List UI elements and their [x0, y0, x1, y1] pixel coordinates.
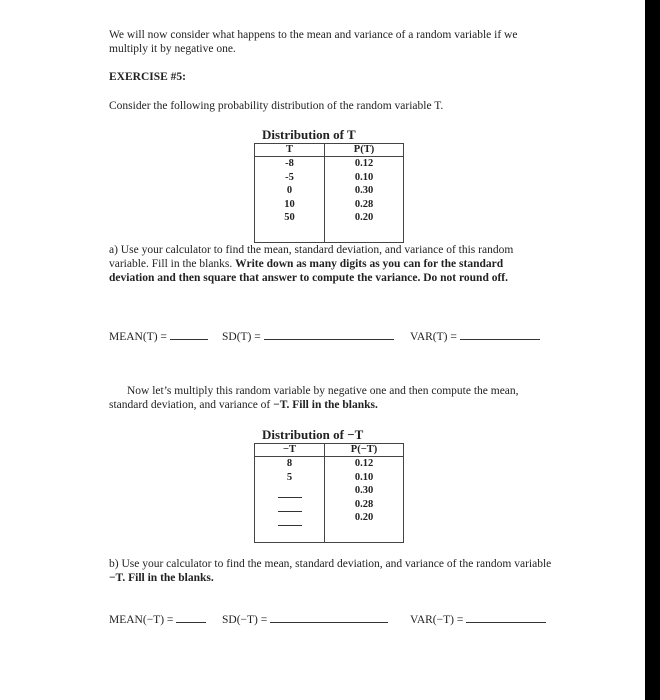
table1-t-column: [255, 157, 325, 243]
table2-header-t: −T: [255, 444, 325, 457]
var-t-blank[interactable]: [460, 329, 540, 340]
table2-p-cell: 0.20: [354, 512, 374, 523]
table1-t-cell: -8: [285, 158, 294, 169]
mean-t-label: MEAN(T) =: [109, 331, 167, 343]
part-b-normal: b) Use your calculator to find the mean, standard deviation, and variance of the random variable: [109, 558, 552, 570]
part-b-text: [109, 557, 559, 585]
negation-normal: Now let’s multiply this random variable by negative one and then compute the mean, standard deviation, and variance of: [109, 385, 519, 411]
table1-header-t: T: [255, 144, 325, 157]
table2-t-blank[interactable]: [278, 497, 302, 498]
table1-t-cell: -5: [285, 171, 294, 183]
sd-neg-t-label: SD(−T) =: [222, 614, 268, 626]
table2-header-pt: P(−T): [325, 444, 404, 457]
table2-p-cell: 0.10: [354, 471, 374, 483]
var-t-row: [410, 329, 540, 343]
table2-p-cell: 0.30: [354, 485, 374, 496]
table1-t-cell: 0: [286, 185, 293, 196]
mean-neg-t-blank[interactable]: [176, 612, 206, 623]
table2-p-column: [325, 457, 404, 543]
var-neg-t-row: [410, 612, 546, 626]
mean-t-blank[interactable]: [170, 329, 208, 340]
consider-text: Consider the following probability distribution of the random variable T.: [109, 100, 444, 112]
var-neg-t-blank[interactable]: [466, 612, 546, 623]
table1-p-cell: 0.28: [354, 198, 374, 210]
answer-row-t: [109, 329, 208, 343]
part-a-text: [109, 243, 549, 285]
table2-t-blank[interactable]: [278, 525, 302, 526]
table1-p-cell: 0.10: [354, 171, 374, 183]
mean-neg-t-label: MEAN(−T) =: [109, 614, 174, 626]
table1-caption: Distribution of T: [262, 127, 356, 142]
table2-t-column: [255, 457, 325, 543]
var-t-label: VAR(T) =: [410, 331, 457, 343]
table1-t-cell: 10: [284, 198, 295, 210]
distribution-table-neg-t: [254, 443, 404, 543]
sd-t-blank[interactable]: [264, 329, 394, 340]
answer-row-neg-t: [109, 612, 206, 626]
table1-t-cell: 50: [284, 212, 295, 223]
table1-p-cell: 0.12: [354, 158, 374, 169]
table2-t-cell: 8: [286, 458, 293, 469]
intro-text: We will now consider what happens to the mean and variance of a random variable if we multiply it by negative one.: [109, 29, 518, 55]
negation-bold: −T. Fill in the blanks.: [273, 399, 378, 411]
distribution-table-t: [254, 143, 404, 243]
part-a-bold: Write down as many digits as you can for the standard deviation and then square that answer to compute the variance. Do not round off.: [109, 258, 509, 284]
table1-p-cell: 0.30: [354, 185, 374, 196]
part-a-normal: a) Use your calculator to find the mean, standard deviation, and variance of this random variable. Fill in the blanks.: [109, 244, 514, 270]
table2-p-cell: 0.28: [354, 498, 374, 510]
table2-t-blank[interactable]: [278, 511, 302, 512]
table1-header-pt: P(T): [325, 144, 404, 157]
table2-p-cell: 0.12: [354, 458, 374, 469]
sd-t-label: SD(T) =: [222, 331, 261, 343]
var-neg-t-label: VAR(−T) =: [410, 614, 464, 626]
negation-text: [109, 384, 559, 412]
part-b-bold: −T. Fill in the blanks.: [109, 572, 214, 584]
table2-t-cell: 5: [286, 471, 293, 483]
table1-p-column: [325, 157, 404, 243]
sd-t-row: [222, 329, 394, 343]
exercise-title: EXERCISE #5:: [109, 71, 187, 83]
sd-neg-t-row: [222, 612, 388, 626]
table2-caption: Distribution of −T: [262, 427, 364, 442]
sd-neg-t-blank[interactable]: [270, 612, 388, 623]
table1-p-cell: 0.20: [354, 212, 374, 223]
